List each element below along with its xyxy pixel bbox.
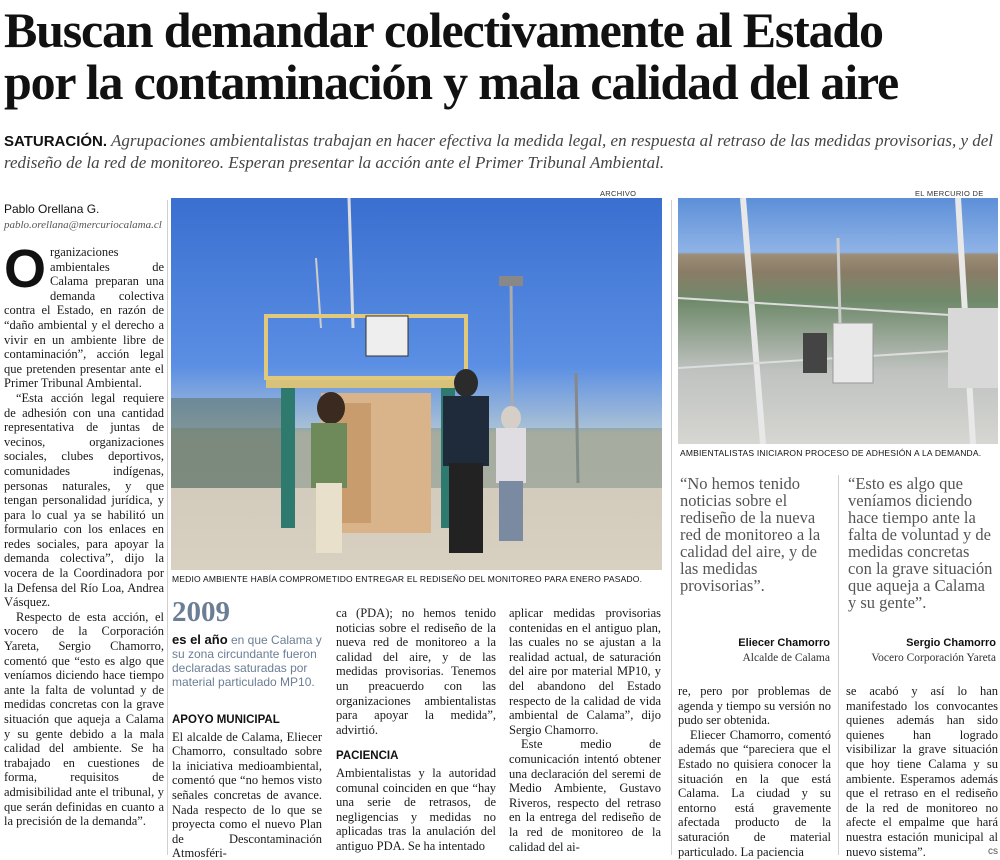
paragraph: Este medio de comunicación intentó obtener una declaración del seremi de Medio Ambiente, Gustavo Riveros, respecto del retraso en la entrega del rediseño de la red de monitoreo de la calidad del ai-	[509, 737, 661, 854]
author-email[interactable]: pablo.orellana@mercuriocalama.cl	[4, 219, 162, 231]
paragraph: re, pero por problemas de agenda y tiempo su versión no pudo ser obtenida.	[678, 684, 831, 728]
photo-credit: ARCHIVO	[600, 189, 637, 198]
quote-attribution	[846, 637, 996, 664]
photo-caption: AMBIENTALISTAS INICIARON PROCESO DE ADHESIÓN A LA DEMANDA.	[680, 448, 982, 458]
adhesion-field-photo	[678, 198, 998, 444]
headline-line-2: por la contaminación y mala calidad del aire	[4, 54, 898, 110]
photo-credit: EL MERCURIO DE	[915, 189, 984, 198]
stat-text: es el año en que Calama y su zona circundante fueron declaradas saturadas por material particulado MP10.	[172, 632, 322, 689]
photo-caption: MEDIO AMBIENTE HABÍA COMPROMETIDO ENTREGAR EL REDISEÑO DEL MONITOREO PARA ENERO PASADO.	[172, 574, 643, 584]
article-column-2	[172, 713, 322, 860]
drop-cap: O	[4, 239, 47, 299]
article-column-1	[4, 239, 164, 829]
subhead: PACIENCIA	[336, 750, 399, 763]
paragraph: se acabó y así lo han manifestado los convocantes quienes además han sido quienes han logrado visibilizar la grave situación que hoy tiene Calama y su ambiente. Esperamos además que el retraso en el rediseño de la red de monitoreo no afecte el empalme que hará nuestra estación municipal al nuevo sistema”. cs	[846, 684, 998, 859]
author-name: Pablo Orellana G.	[4, 202, 100, 216]
paragraph: Eliecer Chamorro, comentó además que “pareciera que el Estado no quisiera conocer la situación en la que está Calama. La ciudad y su entorno está gravemente afectada producto de la saturación de material particulado. La paciencia	[678, 727, 831, 859]
article-column-5	[678, 684, 831, 859]
pull-quote: “Esto es algo que veníamos diciendo hace tiempo ante la falta de voluntad y de medidas concretas con la grave situación que aqueja a Calama y su gente”.	[848, 474, 993, 612]
stat-bold: es el año	[172, 632, 228, 647]
column-divider	[167, 200, 168, 855]
paragraph: Organizaciones ambientales de Calama preparan una demanda colectiva contra el Estado, en razón de “daño ambiental y el derecho a vivir en un ambiente libre de contaminación”, acción legal que pretenden presentar ante el Primer Tribunal Ambiental.	[4, 239, 164, 391]
article-column-4	[509, 606, 661, 854]
deck-kicker: SATURACIÓN.	[4, 133, 108, 150]
paragraph: ca (PDA); no hemos tenido noticias sobre el rediseño de la nueva red de monitoreo a la calidad del aire, y de las medidas provisorias. Tenemos un preacuerdo con las organizaciones ambientalistas para apoyar la medida”, advirtió.	[336, 606, 496, 737]
paragraph: aplicar medidas provisorias contenidas en el antiguo plan, las cuales no se ajustan a la realidad actual, de saturación del aire por material MP10, y del abandono del Estado respecto de la calidad de vida ambiental de Calama”, dijo Sergio Chamorro.	[509, 606, 661, 737]
column-divider	[838, 475, 839, 855]
stat-number: 2009	[172, 596, 230, 628]
paragraph: “Esta acción legal requiere de adhesión con una cantidad representativa de juntas de vecinos, organizaciones sociales, clubes deportivos, comunidades indígenas, personas naturales, y que tengan personalidad jurídica, y para lo cual ya se habilitó un formulario con los enlaces en redes sociales, para apoyar la demanda colectiva”, dijo la vocera de la Coordinadora por la Defensa del Río Loa, Andrea Vásquez.	[4, 390, 164, 610]
headline	[4, 4, 996, 108]
quote-role: Vocero Corporación Yareta	[871, 652, 996, 664]
quote-role: Alcalde de Calama	[742, 652, 830, 664]
headline-line-1: Buscan demandar colectivamente al Estado	[4, 2, 883, 58]
end-mark-icon: cs	[988, 845, 998, 857]
subhead: APOYO MUNICIPAL	[172, 714, 280, 726]
paragraph: Ambientalistas y la autoridad comunal coinciden en que “hay una serie de retrasos, de negligencias y medidas no aplicadas tras la anulación del antiguo PDA. Se ha intentado	[336, 765, 496, 853]
paragraph: Respecto de esta acción, el vocero de la Corporación Yareta, Sergio Chamorro, comentó que “esto es algo que veníamos diciendo hace tiempo ante la falta de voluntad y de medidas concretas con la grave situación que aqueja a Calama y su gente debido a la mala calidad del ambiente. Se ha trabajado en cuestiones de forma, requisitos de admisibilidad ante el tribunal, y que serán definidas en cuanto a la precisión de la demanda”.	[4, 609, 164, 829]
quote-attribution	[680, 637, 830, 664]
monitoring-station-photo	[171, 198, 662, 570]
deck-text: Agrupaciones ambientalistas trabajan en hacer efectiva la medida legal, en respuesta al retraso de las medidas provisorias, y del rediseño de la red de monitoreo. Esperan presentar la acción ante el Primer Tribunal Ambiental.	[4, 131, 994, 172]
article-column-3	[336, 606, 496, 854]
quote-name: Eliecer Chamorro	[738, 637, 830, 649]
column-divider	[671, 200, 672, 855]
quote-name: Sergio Chamorro	[906, 637, 996, 649]
paragraph: El alcalde de Calama, Eliecer Chamorro, consultado sobre la iniciativa medioambiental, comentó que “no hemos visto señales concretas de avance. Nada respecto de lo que se proyecta como el nuevo Plan de Descontaminación Atmosféri-	[172, 729, 322, 860]
deck	[4, 130, 996, 173]
pull-quote: “No hemos tenido noticias sobre el rediseño de la nueva red de monitoreo a la calidad del aire, y de las medidas provisorias”.	[680, 474, 821, 595]
article-column-6	[846, 684, 998, 859]
monitoring-station-illustration	[171, 198, 662, 570]
byline	[4, 202, 164, 231]
field-station-illustration	[678, 198, 998, 444]
